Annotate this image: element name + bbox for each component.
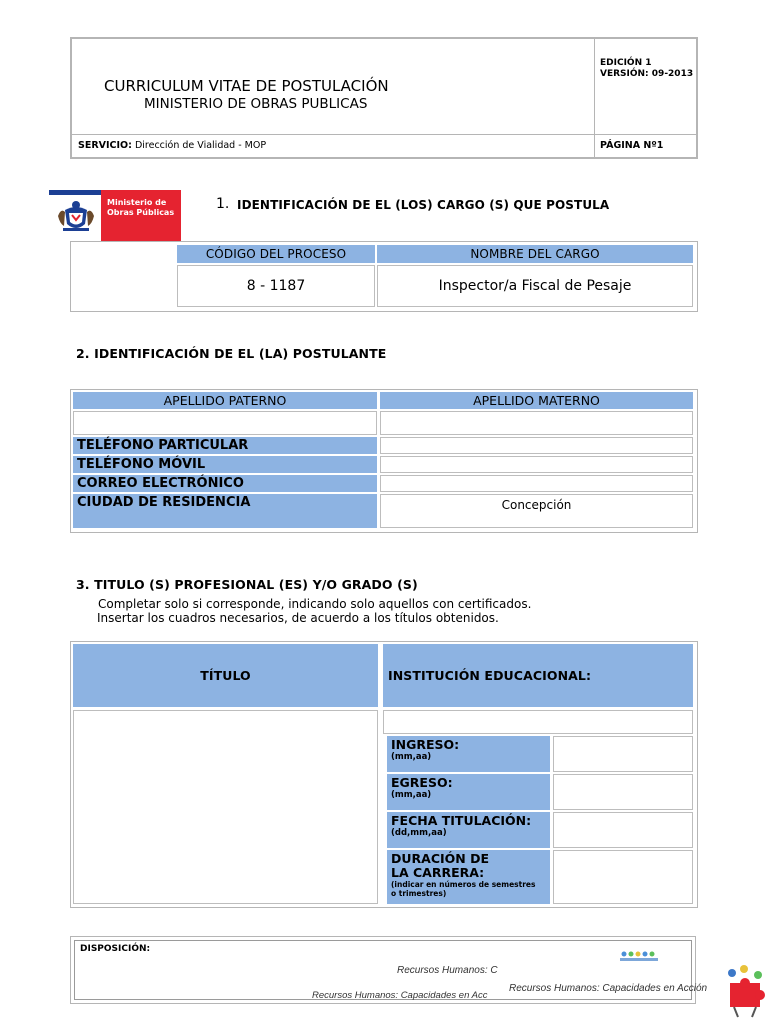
chile-coat-of-arms-icon [55,198,97,234]
maternal-surname-header: APELLIDO MATERNO [380,392,693,409]
paternal-surname-header: APELLIDO PATERNO [73,392,377,409]
section3-table [70,641,698,908]
service-label: SERVICIO: [78,140,132,151]
position-name-value[interactable]: Inspector/a Fiscal de Pesaje [377,265,693,307]
title-header: TÍTULO [73,644,378,707]
mobile-phone-field[interactable] [380,456,693,473]
section2-title: 2. IDENTIFICACIÓN DE EL (LA) POSTULANTE [76,346,387,361]
service-line [78,140,266,151]
section1-number: 1. [216,196,230,212]
maternal-surname-field[interactable] [380,411,693,435]
duration-label-text: DURACIÓN DE LA CARRERA: [391,851,490,880]
email-field[interactable] [380,475,693,492]
personal-phone-field[interactable] [380,437,693,454]
logo-blue-stripe [49,190,101,195]
section1-title: IDENTIFICACIÓN DE EL (LOS) CARGO (S) QUE POSTULA [237,198,610,212]
disposition-label: DISPOSICIÓN: [80,944,151,954]
entry-date-label-sub: (mm,aa) [391,752,432,762]
watermark-text-2: Recursos Humanos: Capacidades en Acc [312,990,488,1001]
logo-line1: Ministerio de [107,198,167,207]
entry-date-label [387,736,550,772]
watermark-text-1: Recursos Humanos: C [397,965,498,976]
entry-date-field[interactable] [553,736,693,772]
process-code-header: CÓDIGO DEL PROCESO [177,245,375,263]
section3-note1: Completar solo si corresponde, indicando solo aquellos con certificados. [98,597,532,611]
personal-phone-label: TELÉFONO PARTICULAR [73,437,377,454]
header-divider-vertical [594,39,595,157]
city-label: CIUDAD DE RESIDENCIA [73,494,377,528]
header-divider-horizontal [72,134,696,135]
section1-table [70,241,698,312]
header-title: CURRICULUM VITAE DE POSTULACIÓN [104,77,389,95]
duration-label [387,850,550,904]
graduation-date-field[interactable] [553,812,693,848]
exit-date-label-sub: (mm,aa) [391,790,432,800]
puzzle-people-icon [724,963,766,1019]
watermark-text-3: Recursos Humanos: Capacidades en Acción [509,983,708,994]
logo-line2: Obras Públicas [107,208,175,217]
institution-header: INSTITUCIÓN EDUCACIONAL: [383,644,693,707]
exit-date-field[interactable] [553,774,693,810]
entry-date-label-text: INGRESO: [391,737,460,752]
people-graphic-icon [619,947,659,965]
exit-date-label [387,774,550,810]
paternal-surname-field[interactable] [73,411,377,435]
email-label: CORREO ELECTRÓNICO [73,475,377,492]
section2-table [70,389,698,533]
service-value: Dirección de Vialidad - MOP [134,140,267,151]
graduation-date-label-sub: (dd,mm,aa) [391,828,447,838]
version-label: VERSIÓN: 09-2013 [600,69,694,79]
section3-note2: Insertar los cuadros necesarios, de acuerdo a los títulos obtenidos. [97,611,499,625]
graduation-date-label-text: FECHA TITULACIÓN: [391,813,532,828]
header-box [70,37,698,159]
page-number: PÁGINA Nº1 [600,140,664,151]
header-subtitle: MINISTERIO DE OBRAS PUBLICAS [144,96,368,112]
city-field[interactable]: Concepción [380,494,693,528]
process-code-value[interactable]: 8 - 1187 [177,265,375,307]
title-field[interactable] [73,710,378,904]
duration-field[interactable] [553,850,693,904]
institution-field[interactable] [383,710,693,734]
graduation-date-label [387,812,550,848]
position-name-header: NOMBRE DEL CARGO [377,245,693,263]
section3-title: 3. TITULO (S) PROFESIONAL (ES) Y/O GRADO (S) [76,577,418,592]
duration-label-sub: (indicar en números de semestres o trimestres) [391,880,536,898]
mobile-phone-label: TELÉFONO MÓVIL [73,456,377,473]
exit-date-label-text: EGRESO: [391,775,453,790]
edition-label: EDICIÓN 1 [600,58,652,68]
